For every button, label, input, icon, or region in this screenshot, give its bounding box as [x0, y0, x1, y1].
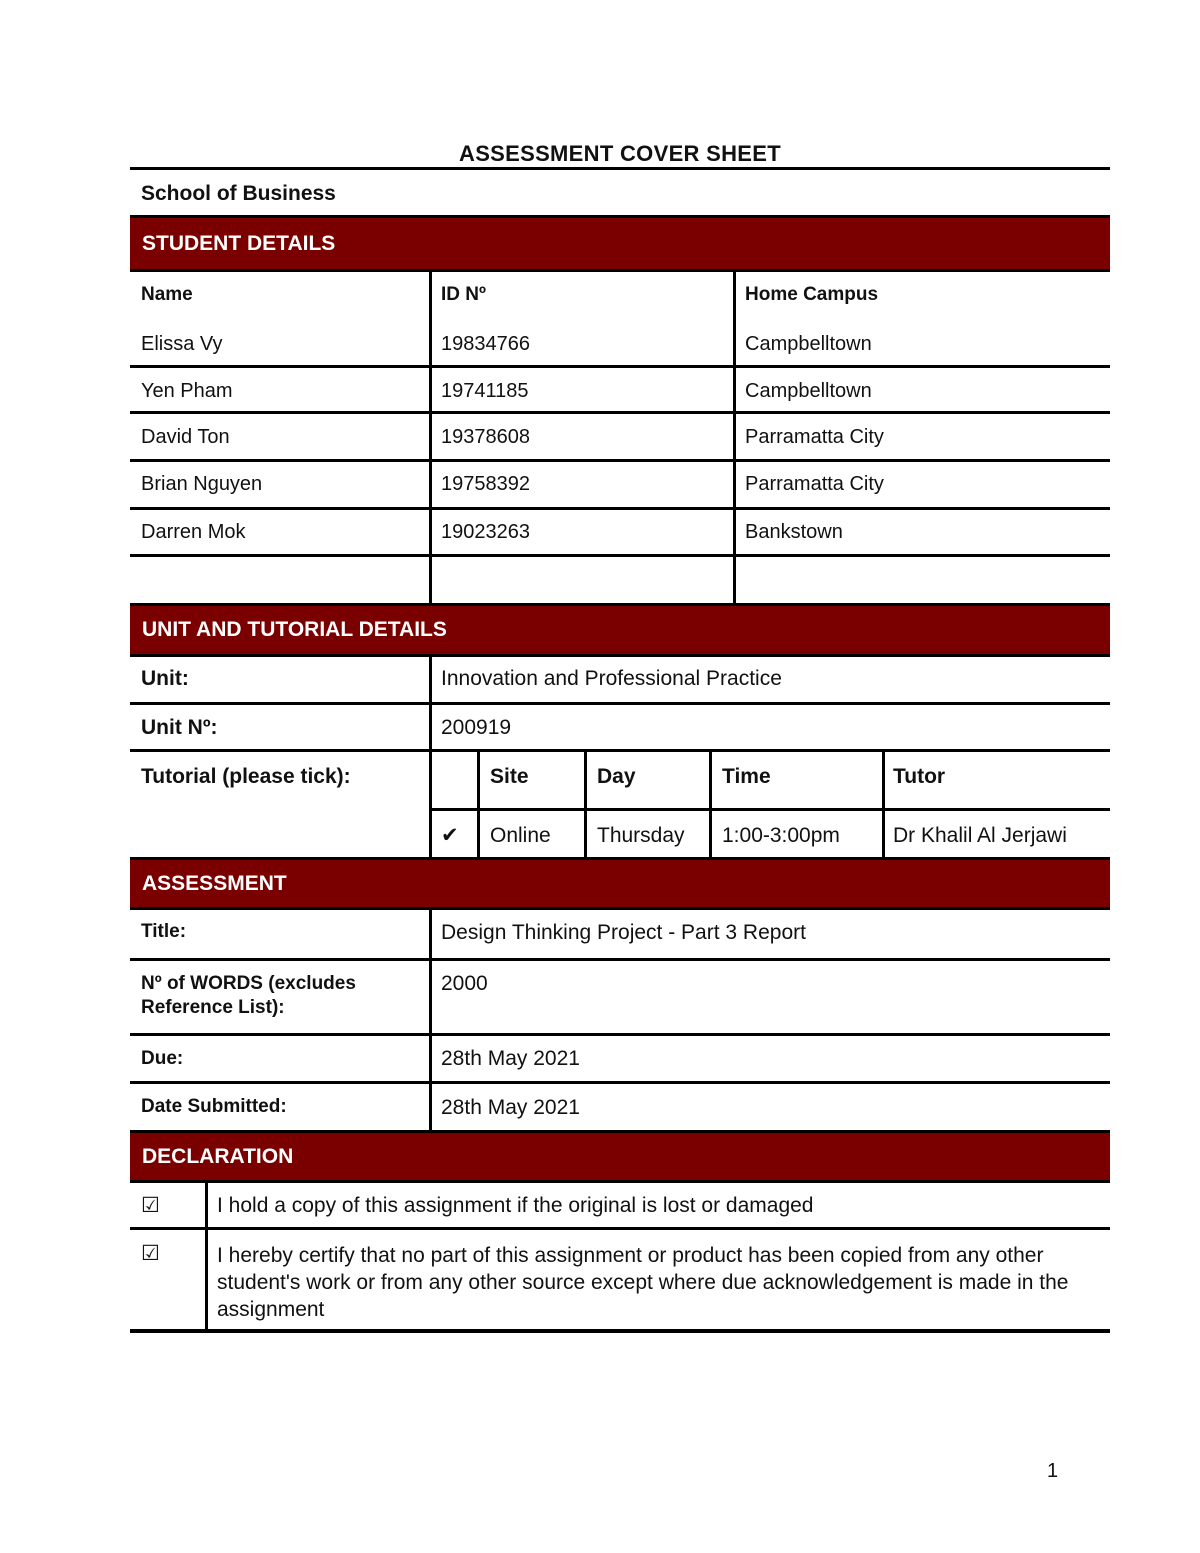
column-divider	[429, 910, 432, 1131]
student-campus: Campbelltown	[745, 380, 872, 402]
column-divider	[429, 657, 432, 859]
title-label: Title:	[141, 921, 187, 942]
unit-value: Innovation and Professional Practice	[441, 667, 782, 690]
unit-details-heading: UNIT AND TUTORIAL DETAILS	[130, 603, 1110, 657]
column-divider	[882, 752, 885, 859]
declaration-certify-text: I hereby certify that no part of this assignment or product has been copied from any other student's work or from any other source except where due acknowledgement is made in the assignment	[217, 1244, 1069, 1321]
column-header-name: Name	[141, 284, 193, 305]
divider	[130, 167, 1110, 170]
date-submitted-label: Date Submitted:	[141, 1096, 287, 1117]
word-count-value: 2000	[441, 972, 488, 995]
column-divider	[205, 1183, 208, 1330]
unit-number-label: Unit Nº:	[141, 716, 218, 739]
student-name: Darren Mok	[141, 521, 246, 543]
student-campus: Campbelltown	[745, 333, 872, 355]
student-id: 19023263	[441, 521, 530, 543]
column-header-id: ID Nº	[441, 284, 486, 305]
row-divider	[130, 554, 1110, 557]
page-title: ASSESSMENT COVER SHEET	[459, 141, 781, 166]
column-divider	[733, 272, 736, 603]
row-divider	[130, 1033, 1110, 1036]
student-name: David Ton	[141, 426, 230, 448]
column-header-campus: Home Campus	[745, 284, 879, 305]
tutorial-label: Tutorial (please tick):	[141, 765, 351, 788]
assessment-heading: ASSESSMENT	[130, 857, 1110, 910]
unit-label: Unit:	[141, 667, 189, 690]
row-divider	[130, 702, 1110, 705]
tutorial-header-site: Site	[490, 765, 529, 788]
student-campus: Parramatta City	[745, 426, 884, 448]
column-divider	[709, 752, 712, 859]
row-divider	[130, 1329, 1110, 1333]
declaration-checkbox[interactable]: ☑	[141, 1242, 160, 1265]
student-id: 19758392	[441, 473, 530, 495]
word-count-label: Nº of WORDS (excludes Reference List):	[141, 973, 356, 1018]
row-divider	[130, 507, 1110, 510]
tutorial-tick-mark: ✔	[441, 824, 459, 847]
student-id: 19741185	[441, 380, 529, 402]
column-divider	[584, 752, 587, 859]
declaration-copy-text: I hold a copy of this assignment if the original is lost or damaged	[217, 1194, 814, 1217]
row-divider	[130, 1081, 1110, 1084]
tutorial-header-tutor: Tutor	[893, 765, 946, 788]
student-id: 19378608	[441, 426, 530, 448]
student-campus: Parramatta City	[745, 473, 884, 495]
student-id: 19834766	[441, 333, 530, 355]
column-divider	[429, 272, 432, 603]
unit-number-value: 200919	[441, 716, 512, 739]
due-label: Due:	[141, 1048, 184, 1069]
student-campus: Bankstown	[745, 521, 843, 543]
tutorial-site: Online	[490, 824, 551, 847]
row-divider	[130, 411, 1110, 414]
row-divider	[130, 749, 1110, 752]
tutorial-day: Thursday	[597, 824, 685, 847]
due-value: 28th May 2021	[441, 1047, 580, 1070]
page-number: 1	[1047, 1460, 1059, 1482]
row-divider	[130, 1227, 1110, 1230]
title-value: Design Thinking Project - Part 3 Report	[441, 921, 806, 944]
declaration-heading: DECLARATION	[130, 1130, 1110, 1183]
student-details-heading: STUDENT DETAILS	[130, 215, 1110, 272]
column-divider	[477, 752, 480, 859]
tutorial-tutor: Dr Khalil Al Jerjawi	[893, 824, 1067, 847]
row-divider	[431, 808, 1110, 811]
student-name: Brian Nguyen	[141, 473, 263, 495]
tutorial-time: 1:00-3:00pm	[722, 824, 840, 847]
row-divider	[130, 958, 1110, 961]
row-divider	[130, 365, 1110, 368]
student-name: Elissa Vy	[141, 333, 223, 355]
row-divider	[130, 459, 1110, 462]
declaration-checkbox[interactable]: ☑	[141, 1194, 160, 1217]
school-name: School of Business	[141, 182, 336, 205]
tutorial-header-time: Time	[722, 765, 771, 788]
student-name: Yen Pham	[141, 380, 233, 402]
tutorial-header-day: Day	[597, 765, 636, 788]
date-submitted-value: 28th May 2021	[441, 1096, 580, 1119]
